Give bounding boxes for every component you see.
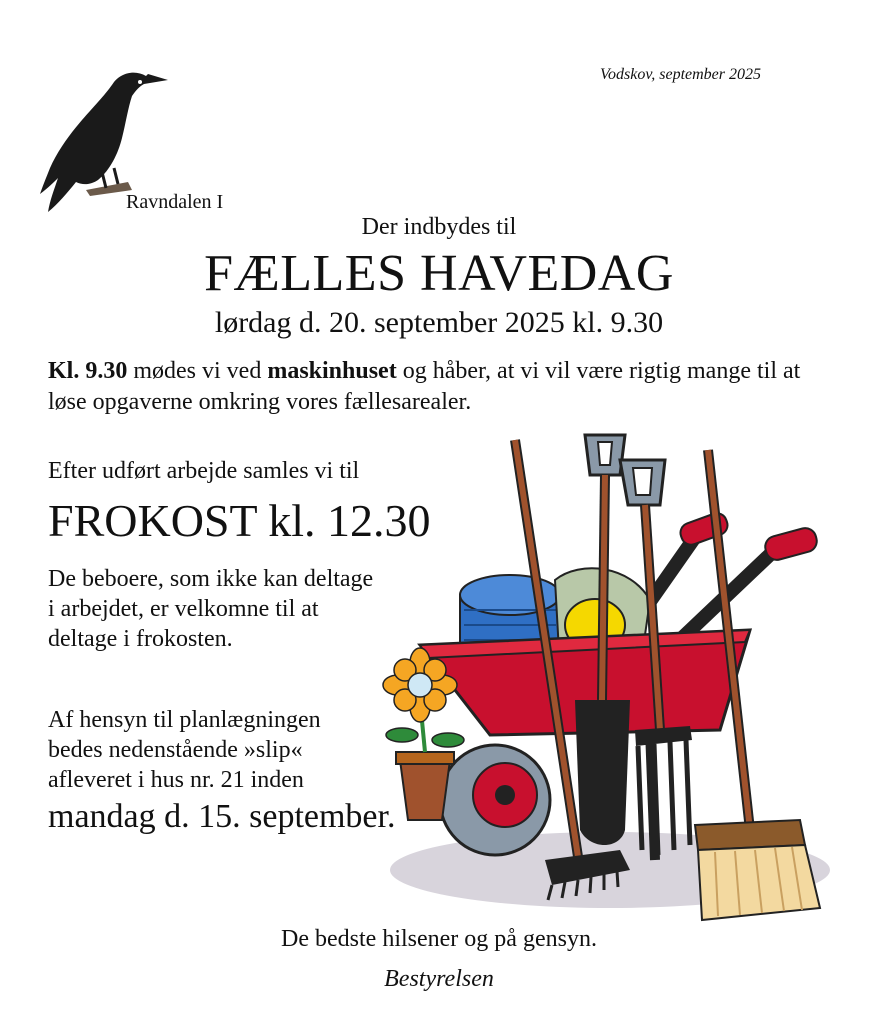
wheelbarrow-garden-tools-illustration [380, 430, 840, 930]
organization-name: Ravndalen I [126, 191, 224, 213]
after-work-text: Efter udført arbejde samles vi til [48, 458, 360, 484]
event-date-time: lørdag d. 20. september 2025 kl. 9.30 [214, 306, 664, 339]
intro-paragraph [48, 356, 838, 418]
page-title: FÆLLES HAVEDAG [204, 245, 674, 302]
deadline-date: mandag d. 15. september. [48, 798, 396, 835]
slip-line: bedes nedenstående »slip« [48, 737, 303, 763]
slip-line: Af hensyn til planlægningen [48, 707, 321, 733]
signature: Bestyrelsen [384, 966, 494, 992]
guests-line: De beboere, som ikke kan deltage [48, 566, 374, 592]
lunch-heading: FROKOST kl. 12.30 [48, 495, 431, 546]
date-line: Vodskov, september 2025 [600, 66, 761, 83]
meet-place: maskinhuset [267, 358, 397, 384]
meet-text-2: og håber, at vi vil være rigtig mange til at løse opgaverne omkring vores fællesarealer. [48, 358, 801, 415]
guests-line: deltage i frokosten. [48, 626, 233, 652]
invite-intro: Der indbydes til [361, 214, 517, 240]
guests-line: i arbejdet, er velkomne til at [48, 596, 319, 622]
closing-greeting: De bedste hilsener og på gensyn. [281, 926, 597, 952]
meet-time: Kl. 9.30 [48, 358, 128, 384]
meet-text-1: mødes vi ved [127, 358, 268, 384]
slip-line: afleveret i hus nr. 21 inden [48, 767, 304, 793]
